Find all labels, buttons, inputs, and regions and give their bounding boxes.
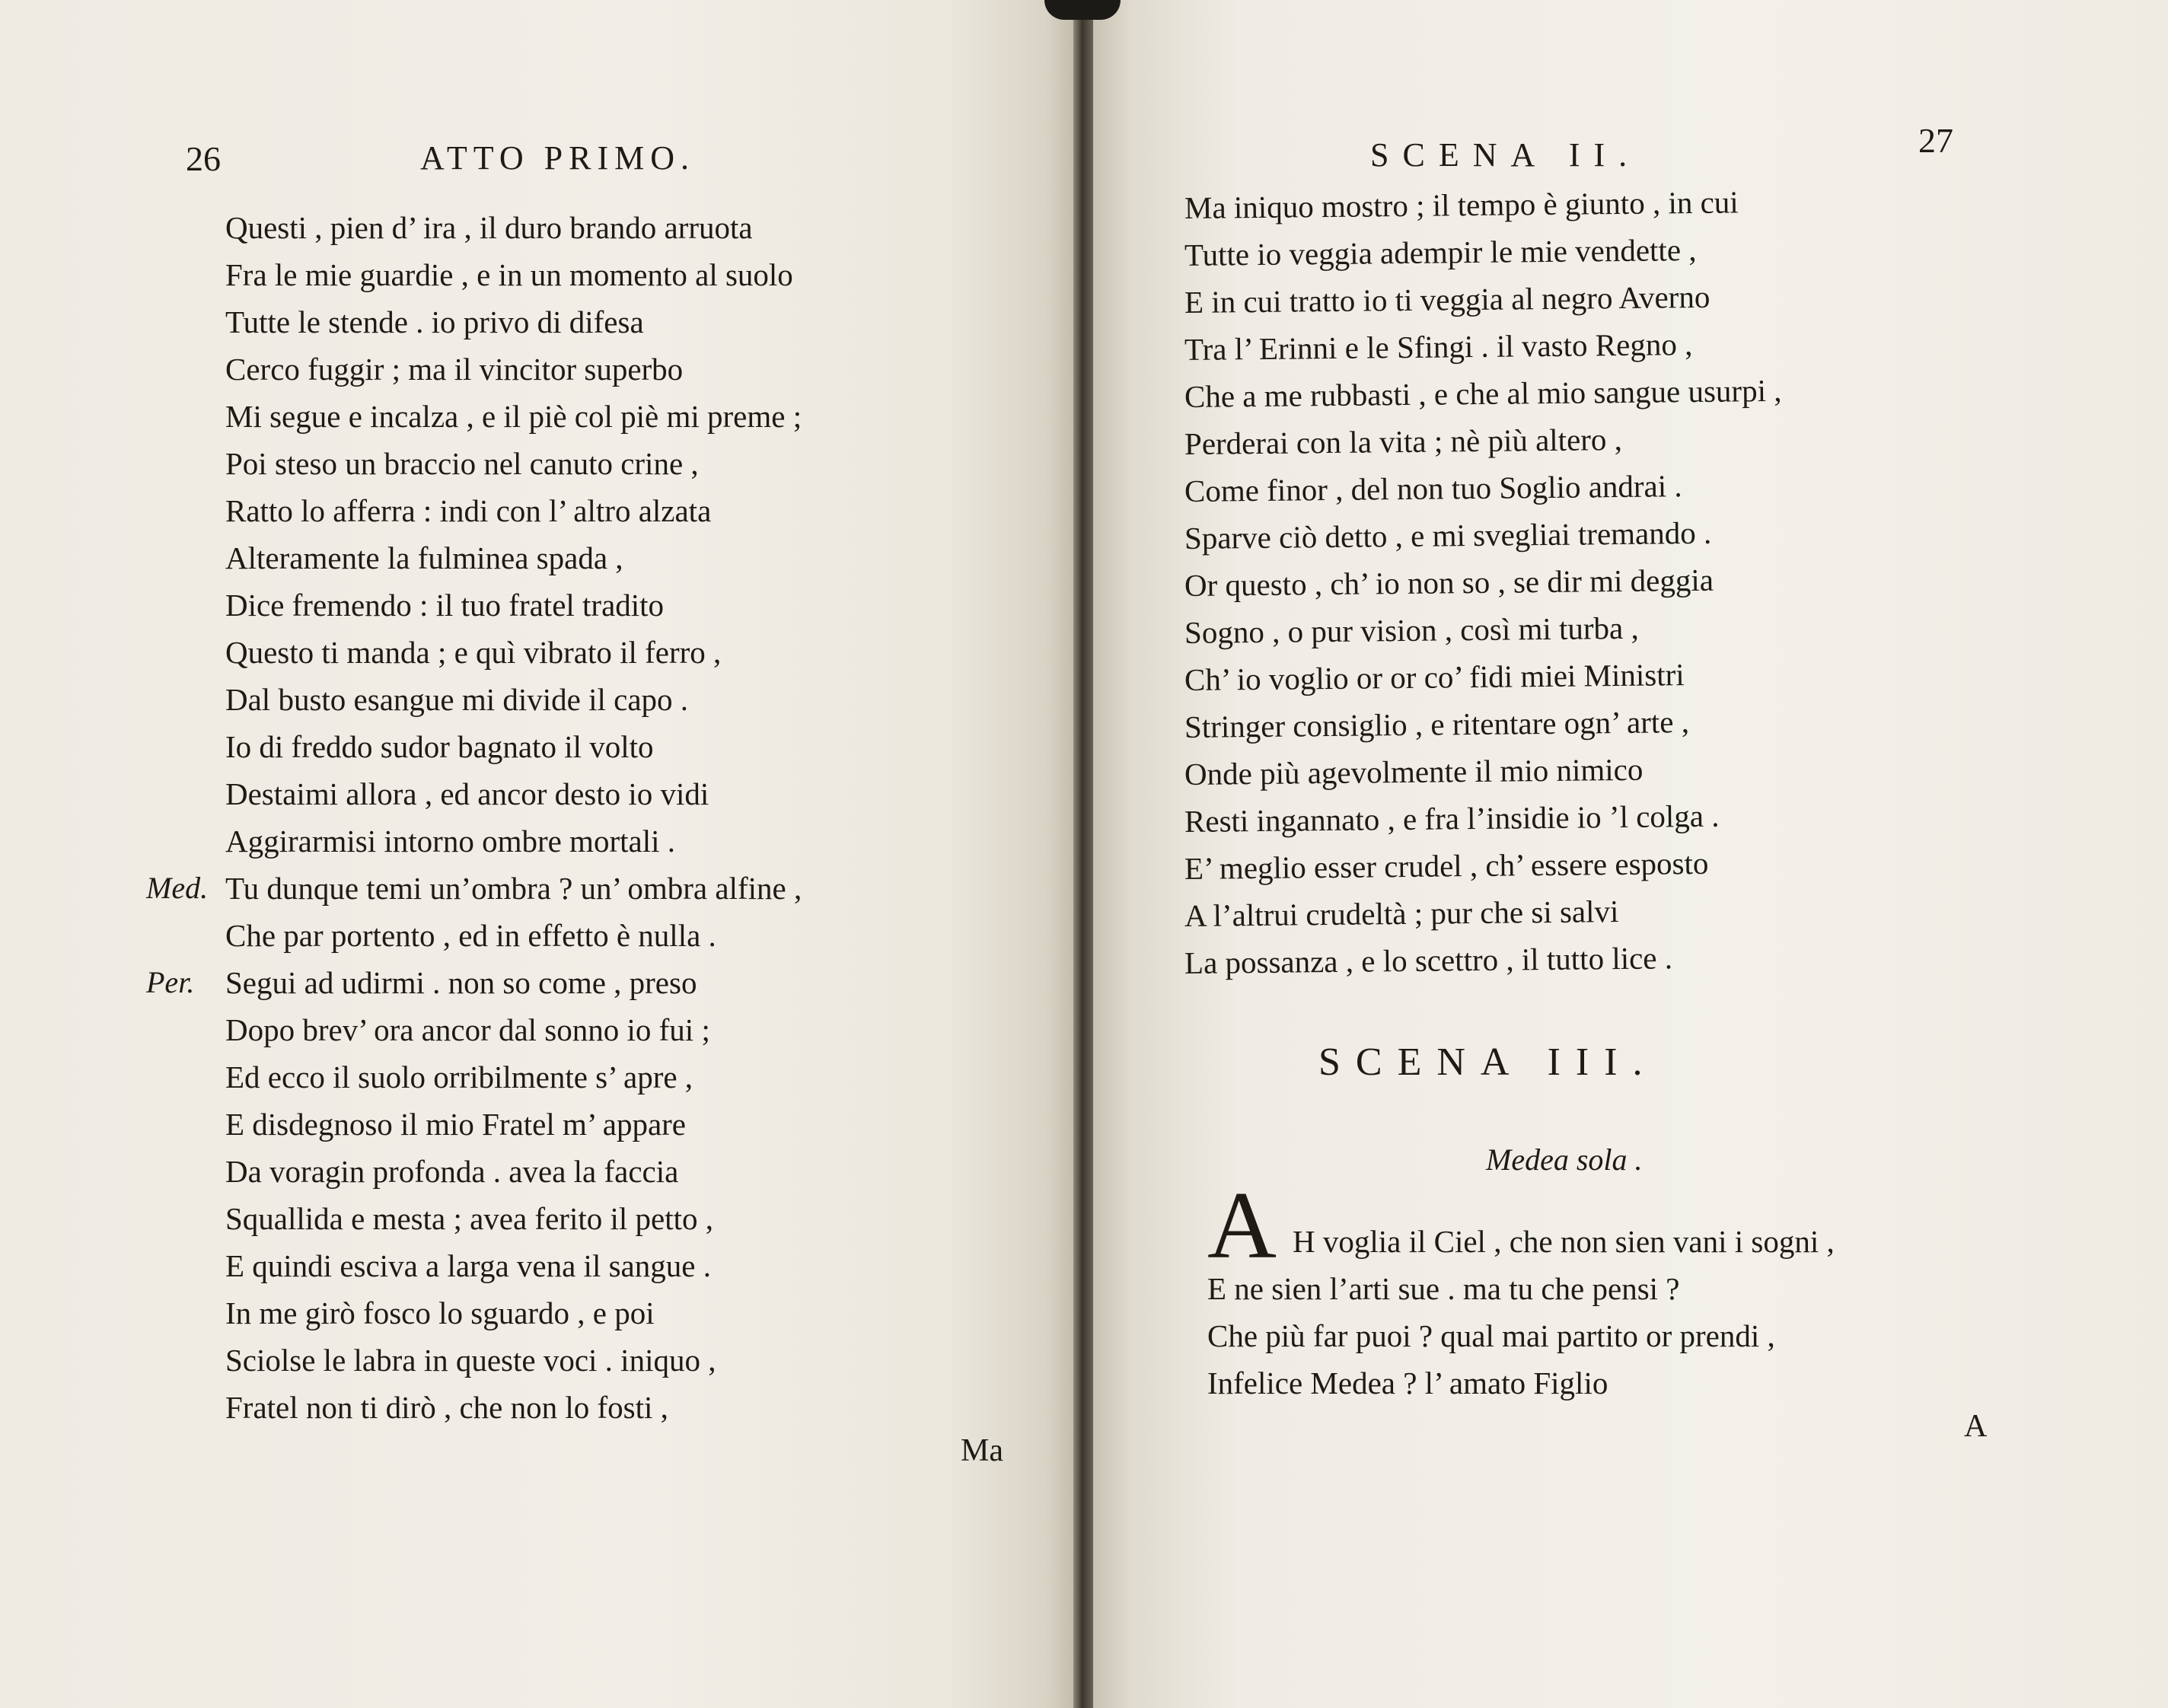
verse-line <box>225 393 802 440</box>
verse-line: Perderai con la vita ; nè più altero , <box>1184 421 1623 461</box>
scene-verse-block <box>1207 1218 1835 1407</box>
catchword-right: A <box>1964 1409 1988 1444</box>
verse-line: La possanza , e lo scettro , il tutto lice . <box>1184 940 1673 980</box>
verse-line <box>225 298 802 346</box>
verse-text: Poi steso un braccio nel canuto crine , <box>225 446 699 481</box>
verse-line: H voglia il Ciel , che non sien vani i sogni , <box>1293 1224 1835 1259</box>
verse-line <box>225 817 802 865</box>
verse-line: Stringer consiglio , e ritentare ogn’ arte , <box>1184 704 1690 744</box>
verse-text: Alteramente la fulminea spada , <box>225 540 623 575</box>
verse-text: Fra le mie guardie , e in un momento al suolo <box>225 257 793 292</box>
verse-line <box>225 534 802 582</box>
verse-line <box>225 1195 802 1242</box>
verse-text: Che par portento , ed in effetto è nulla . <box>225 918 716 953</box>
speaker-label: Per. <box>146 965 195 999</box>
verse-line <box>225 1289 802 1337</box>
verse-line: Or questo , ch’ io non so , se dir mi deggia <box>1184 562 1714 603</box>
verse-text: Cerco fuggir ; ma il vincitor superbo <box>225 352 684 387</box>
verse-line <box>225 1148 802 1195</box>
verse-text: E quindi esciva a larga vena il sangue . <box>225 1248 711 1283</box>
verse-line <box>225 346 802 393</box>
binding-edge <box>1044 0 1121 20</box>
verse-line <box>225 1337 802 1384</box>
verse-text: Mi segue e incalza , e il piè col piè mi preme ; <box>225 399 802 434</box>
verse-text: Da voragin profonda . avea la faccia <box>225 1154 679 1189</box>
verse-text: Ed ecco il suolo orribilmente s’ apre , <box>225 1060 693 1095</box>
verse-line <box>146 865 802 912</box>
running-title-left: ATTO PRIMO. <box>420 139 696 177</box>
left-verse-block <box>146 204 802 1431</box>
verse-line <box>225 629 802 676</box>
verse-line: A l’altrui crudeltà ; pur che si salvi <box>1184 894 1619 933</box>
verse-line: Onde più agevolmente il mio nimico <box>1184 751 1644 792</box>
verse-line <box>146 959 802 1006</box>
verse-text: Questi , pien d’ ira , il duro brando arruota <box>225 210 753 245</box>
verse-line: Tutte io veggia adempir le mie vendette , <box>1184 231 1697 272</box>
verse-line <box>225 1006 802 1053</box>
verse-line: Che a me rubbasti , e che al mio sangue usurpi , <box>1184 372 1782 414</box>
verse-text: Tutte le stende . io privo di difesa <box>225 304 644 339</box>
verse-line: E in cui tratto io ti veggia al negro Averno <box>1184 279 1710 320</box>
verse-text: Tu dunque temi un’ombra ? un’ ombra alfine , <box>225 871 802 906</box>
running-title-right: SCENA II. <box>1370 136 1641 174</box>
verse-text: Destaimi allora , ed ancor desto io vidi <box>225 776 709 811</box>
verse-line: Ch’ io voglio or or co’ fidi miei Ministri <box>1184 657 1685 697</box>
verse-text: E disdegnoso il mio Fratel m’ appare <box>225 1107 686 1142</box>
verse-line <box>225 487 802 534</box>
verse-line: Come finor , del non tuo Soglio andrai . <box>1184 468 1682 508</box>
verse-line <box>225 1053 802 1101</box>
show-through-text <box>944 198 1073 1416</box>
verse-line: Tra l’ Erinni e le Sfingi . il vasto Regno , <box>1184 327 1693 367</box>
verse-text: Dice fremendo : il tuo fratel tradito <box>225 588 665 623</box>
verse-line: Infelice Medea ? l’ amato Figlio <box>1207 1365 1608 1400</box>
verse-line: Che più far puoi ? qual mai partito or prendi , <box>1207 1318 1775 1353</box>
verse-line: Ma iniquo mostro ; il tempo è giunto , in cui <box>1184 184 1739 225</box>
verse-text: Questo ti manda ; e quì vibrato il ferro , <box>225 635 722 670</box>
verse-line <box>225 440 802 487</box>
verse-text: Dal busto esangue mi divide il capo . <box>225 682 689 717</box>
verse-line <box>225 723 802 770</box>
page-number-right: 27 <box>1918 121 1953 160</box>
verse-line <box>225 1242 802 1289</box>
catchword-left: Ma <box>961 1433 1003 1468</box>
verse-line: E ne sien l’arti sue . ma tu che pensi ? <box>1207 1271 1680 1306</box>
right-verse-block <box>1184 184 1782 986</box>
cast-note: Medea sola . <box>1486 1142 1643 1177</box>
verse-line <box>225 770 802 817</box>
verse-line <box>225 251 802 298</box>
verse-line <box>225 912 802 959</box>
book-gutter <box>1073 0 1093 1708</box>
verse-text: In me girò fosco lo sguardo , e poi <box>225 1295 655 1330</box>
verse-text: Squallida e mesta ; avea ferito il petto , <box>225 1201 713 1236</box>
page-number-left: 26 <box>186 139 221 178</box>
verse-text: Io di freddo sudor bagnato il volto <box>225 729 654 764</box>
verse-text: Aggirarmisi intorno ombre mortali . <box>225 824 675 859</box>
verse-line <box>225 676 802 723</box>
verse-line <box>225 582 802 629</box>
verse-line: E’ meglio esser crudel , ch’ essere esposto <box>1184 845 1709 886</box>
verse-text: Dopo brev’ ora ancor dal sonno io fui ; <box>225 1012 710 1047</box>
verse-text: Fratel non ti dirò , che non lo fosti , <box>225 1390 668 1425</box>
verse-line: Sogno , o pur vision , così mi turba , <box>1184 610 1639 650</box>
verse-line <box>225 1384 802 1431</box>
verse-line <box>225 204 802 251</box>
verse-text: Sciolse le labra in queste voci . iniquo , <box>225 1343 716 1378</box>
speaker-label: Med. <box>146 871 209 905</box>
verse-text: Ratto lo afferra : indi con l’ altro alzata <box>225 493 712 528</box>
drop-cap: A <box>1207 1173 1277 1279</box>
scene-heading: SCENA III. <box>1318 1040 1658 1084</box>
verse-line: Sparve ciò detto , e mi svegliai tremando . <box>1184 515 1712 556</box>
verse-line <box>225 1101 802 1148</box>
verse-line: Resti ingannato , e fra l’insidie io ’l colga . <box>1184 798 1720 839</box>
verse-text: Segui ad udirmi . non so come , preso <box>225 965 697 1000</box>
